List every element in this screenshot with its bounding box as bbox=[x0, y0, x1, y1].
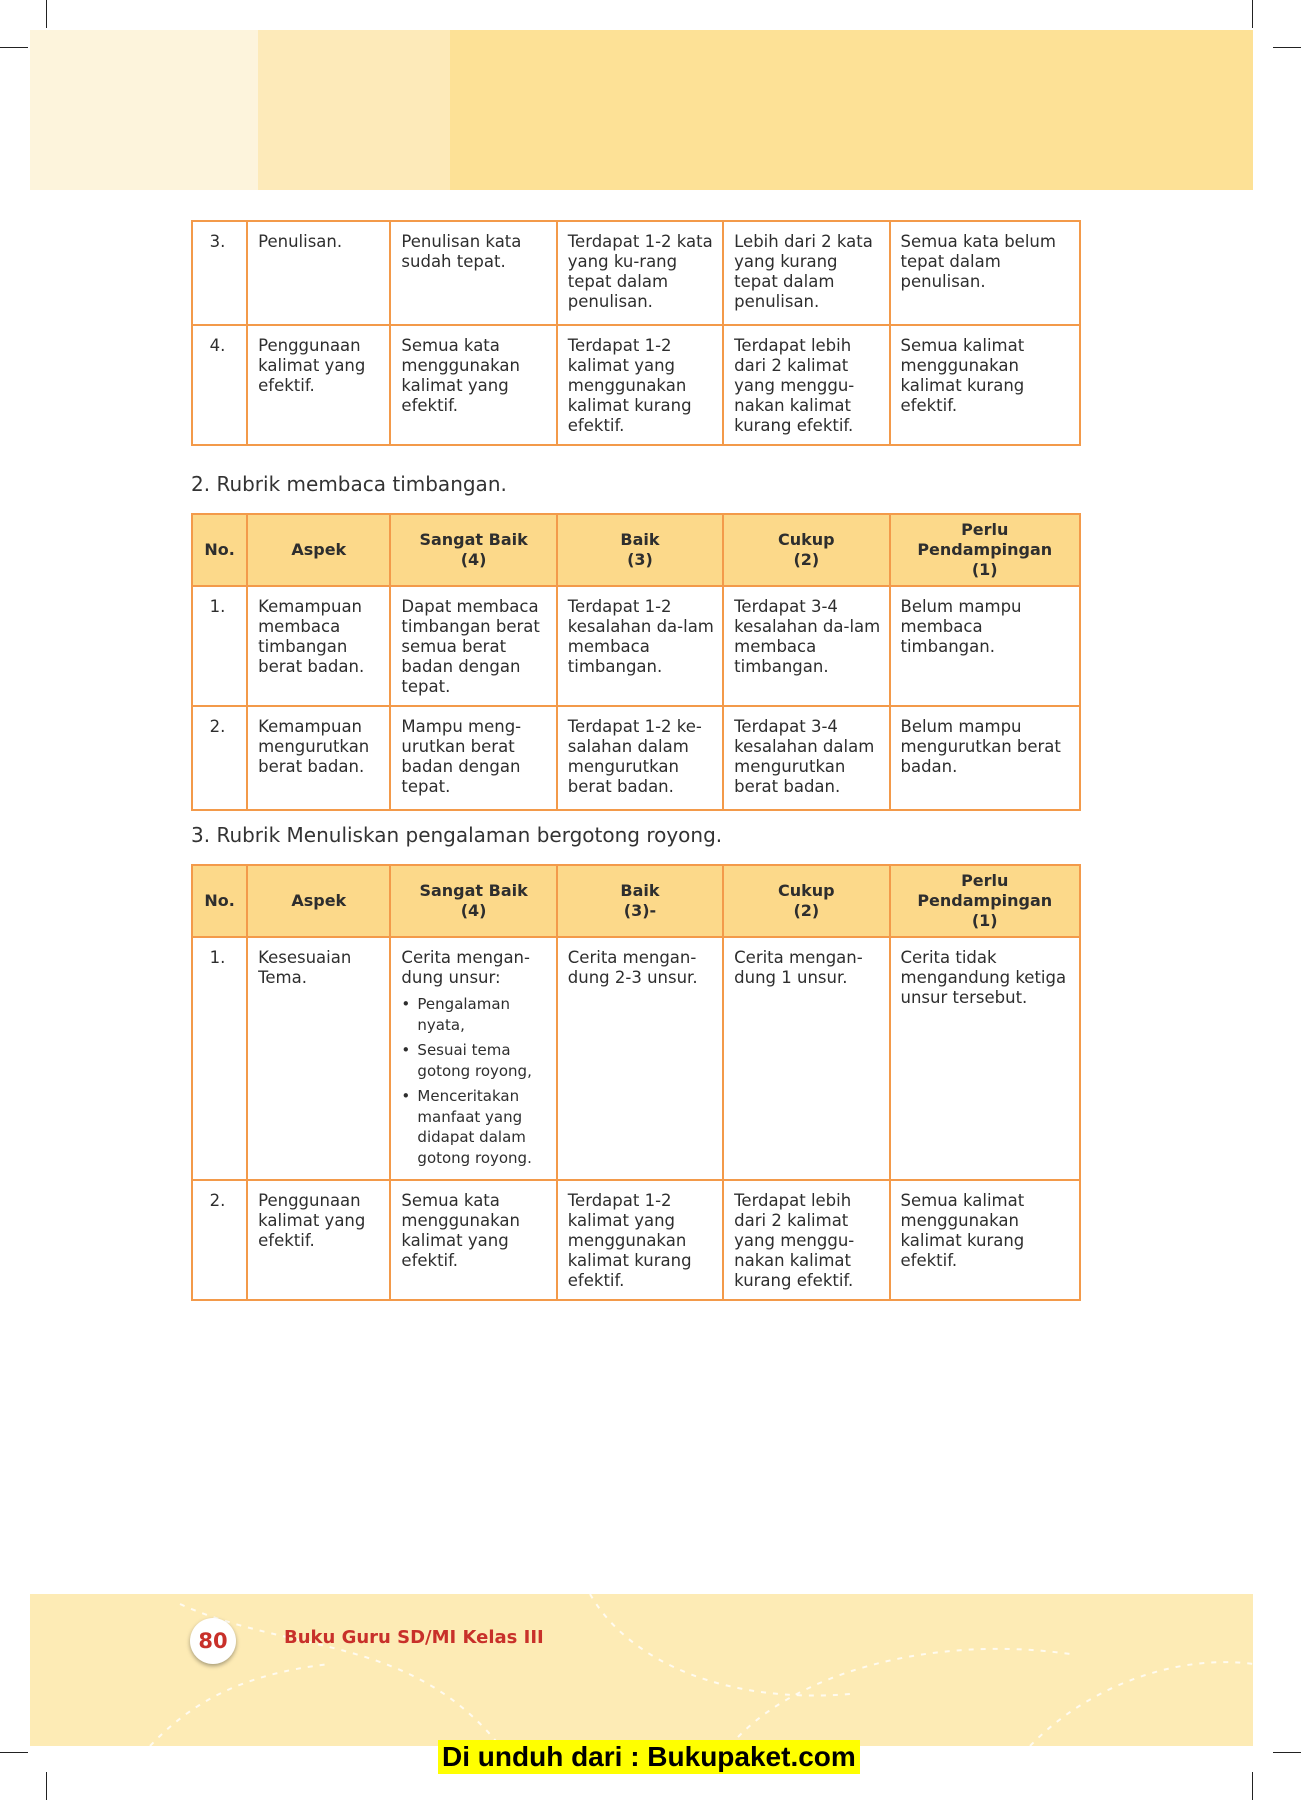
header-score: (1) bbox=[971, 911, 998, 930]
cell-perlu: Belum mampu membaca timbangan. bbox=[890, 586, 1081, 706]
header-label: Sangat Baik bbox=[419, 530, 528, 549]
cell-perlu: Semua kalimat menggunakan kalimat kurang efektif. bbox=[890, 1180, 1081, 1300]
cell-baik: Cerita mengan-dung 2-3 unsur. bbox=[557, 937, 723, 1180]
table-row bbox=[192, 586, 1080, 706]
rubric-table-continuation bbox=[191, 220, 1081, 446]
cell-no: 1. bbox=[192, 586, 247, 706]
header-score: (3) bbox=[627, 550, 653, 569]
footer-band bbox=[30, 1594, 1253, 1746]
header-baik bbox=[557, 514, 723, 586]
footer-decoration bbox=[30, 1594, 1253, 1746]
cell-cukup: Terdapat 3-4 kesalahan dalam mengurutkan berat badan. bbox=[723, 706, 889, 810]
header-aspek: Aspek bbox=[247, 514, 390, 586]
cell-aspek: Penggunaan kalimat yang efektif. bbox=[247, 1180, 390, 1300]
cell-no: 4. bbox=[192, 325, 247, 445]
header-score: (4) bbox=[460, 550, 487, 569]
list-item: • Menceritakan manfaat yang didapat dalam gotong royong. bbox=[417, 1086, 549, 1168]
cell-sangat-baik: Semua kata menggunakan kalimat yang efektif. bbox=[390, 1180, 556, 1300]
header-band bbox=[30, 30, 1253, 190]
crop-mark bbox=[1273, 1752, 1301, 1753]
table-header-row bbox=[192, 514, 1080, 586]
cell-baik: Terdapat 1-2 ke-salahan dalam mengurutkan berat badan. bbox=[557, 706, 723, 810]
book-title: Buku Guru SD/MI Kelas III bbox=[284, 1627, 544, 1648]
header-perlu-pendampingan bbox=[890, 865, 1081, 937]
cell-no: 3. bbox=[192, 221, 247, 325]
header-label: Cukup bbox=[778, 530, 835, 549]
cell-no: 2. bbox=[192, 706, 247, 810]
header-label: Cukup bbox=[778, 881, 835, 900]
cell-aspek: Kemampuan mengurutkan berat badan. bbox=[247, 706, 390, 810]
cell-aspek: Kemampuan membaca timbangan berat badan. bbox=[247, 586, 390, 706]
cell-aspek: Kesesuaian Tema. bbox=[247, 937, 390, 1180]
cell-perlu: Semua kata belum tepat dalam penulisan. bbox=[890, 221, 1081, 325]
header-cukup bbox=[723, 514, 889, 586]
list-item: • Pengalaman nyata, bbox=[417, 994, 549, 1035]
cell-cukup: Lebih dari 2 kata yang kurang tepat dalam penulisan. bbox=[723, 221, 889, 325]
header-band-dark bbox=[450, 30, 1253, 190]
download-source-note: Di unduh dari : Bukupaket.com bbox=[438, 1740, 860, 1774]
unsur-list bbox=[401, 994, 549, 1168]
cell-cukup: Terdapat 3-4 kesalahan da-lam membaca timbangan. bbox=[723, 586, 889, 706]
header-aspek: Aspek bbox=[247, 865, 390, 937]
page-number-badge: 80 bbox=[190, 1618, 236, 1664]
list-item: • Sesuai tema gotong royong, bbox=[417, 1040, 549, 1081]
cell-sangat-baik bbox=[390, 937, 556, 1180]
table-row bbox=[192, 937, 1080, 1180]
table-row bbox=[192, 706, 1080, 810]
cell-cukup: Cerita mengan-dung 1 unsur. bbox=[723, 937, 889, 1180]
header-label: Perlu Pendampingan bbox=[917, 520, 1053, 559]
cell-aspek: Penulisan. bbox=[247, 221, 390, 325]
crop-mark bbox=[0, 47, 28, 48]
cell-sangat-baik: Dapat membaca timbangan berat semua berat badan dengan tepat. bbox=[390, 586, 556, 706]
header-score: (2) bbox=[793, 550, 820, 569]
cell-cukup: Terdapat lebih dari 2 kalimat yang menggu-nakan kalimat kurang efektif. bbox=[723, 325, 889, 445]
header-baik bbox=[557, 865, 723, 937]
cell-sangat-baik-text: Cerita mengan-dung unsur: bbox=[401, 948, 530, 987]
header-no: No. bbox=[192, 865, 247, 937]
header-sangat-baik bbox=[390, 514, 556, 586]
cell-no: 2. bbox=[192, 1180, 247, 1300]
crop-mark bbox=[1252, 0, 1253, 28]
cell-perlu: Belum mampu mengurutkan berat badan. bbox=[890, 706, 1081, 810]
crop-mark bbox=[1273, 47, 1301, 48]
header-score: (2) bbox=[793, 901, 820, 920]
cell-perlu: Semua kalimat menggunakan kalimat kurang efektif. bbox=[890, 325, 1081, 445]
header-label: Sangat Baik bbox=[419, 881, 528, 900]
header-score: (3)- bbox=[623, 901, 657, 920]
table-row bbox=[192, 1180, 1080, 1300]
cell-baik: Terdapat 1-2 kesalahan da-lam membaca timbangan. bbox=[557, 586, 723, 706]
table-row bbox=[192, 325, 1080, 445]
rubric-table-gotong-royong bbox=[191, 864, 1081, 1301]
cell-sangat-baik: Penulisan kata sudah tepat. bbox=[390, 221, 556, 325]
table-row bbox=[192, 221, 1080, 325]
crop-mark bbox=[0, 1752, 28, 1753]
cell-baik: Terdapat 1-2 kalimat yang menggunakan kalimat kurang efektif. bbox=[557, 325, 723, 445]
header-score: (4) bbox=[460, 901, 487, 920]
table-header-row bbox=[192, 865, 1080, 937]
cell-baik: Terdapat 1-2 kalimat yang menggunakan kalimat kurang efektif. bbox=[557, 1180, 723, 1300]
section-title-gotong-royong: 3. Rubrik Menuliskan pengalaman bergotong royong. bbox=[191, 823, 723, 847]
cell-sangat-baik: Mampu meng-urutkan berat badan dengan tepat. bbox=[390, 706, 556, 810]
crop-mark bbox=[46, 0, 47, 28]
section-title-timbangan: 2. Rubrik membaca timbangan. bbox=[191, 472, 507, 496]
cell-no: 1. bbox=[192, 937, 247, 1180]
header-label: Baik bbox=[620, 881, 660, 900]
cell-cukup: Terdapat lebih dari 2 kalimat yang menggu-nakan kalimat kurang efektif. bbox=[723, 1180, 889, 1300]
header-score: (1) bbox=[971, 560, 998, 579]
header-sangat-baik bbox=[390, 865, 556, 937]
cell-baik: Terdapat 1-2 kata yang ku-rang tepat dalam penulisan. bbox=[557, 221, 723, 325]
header-no: No. bbox=[192, 514, 247, 586]
header-perlu-pendampingan bbox=[890, 514, 1081, 586]
cell-aspek: Penggunaan kalimat yang efektif. bbox=[247, 325, 390, 445]
cell-sangat-baik: Semua kata menggunakan kalimat yang efektif. bbox=[390, 325, 556, 445]
header-band-light bbox=[30, 30, 258, 190]
rubric-table-timbangan bbox=[191, 513, 1081, 811]
header-band-mid bbox=[258, 30, 450, 190]
header-label: Perlu Pendampingan bbox=[917, 871, 1053, 910]
header-label: Baik bbox=[620, 530, 660, 549]
crop-mark bbox=[1252, 1772, 1253, 1800]
cell-perlu: Cerita tidak mengandung ketiga unsur tersebut. bbox=[890, 937, 1081, 1180]
header-cukup bbox=[723, 865, 889, 937]
crop-mark bbox=[46, 1772, 47, 1800]
